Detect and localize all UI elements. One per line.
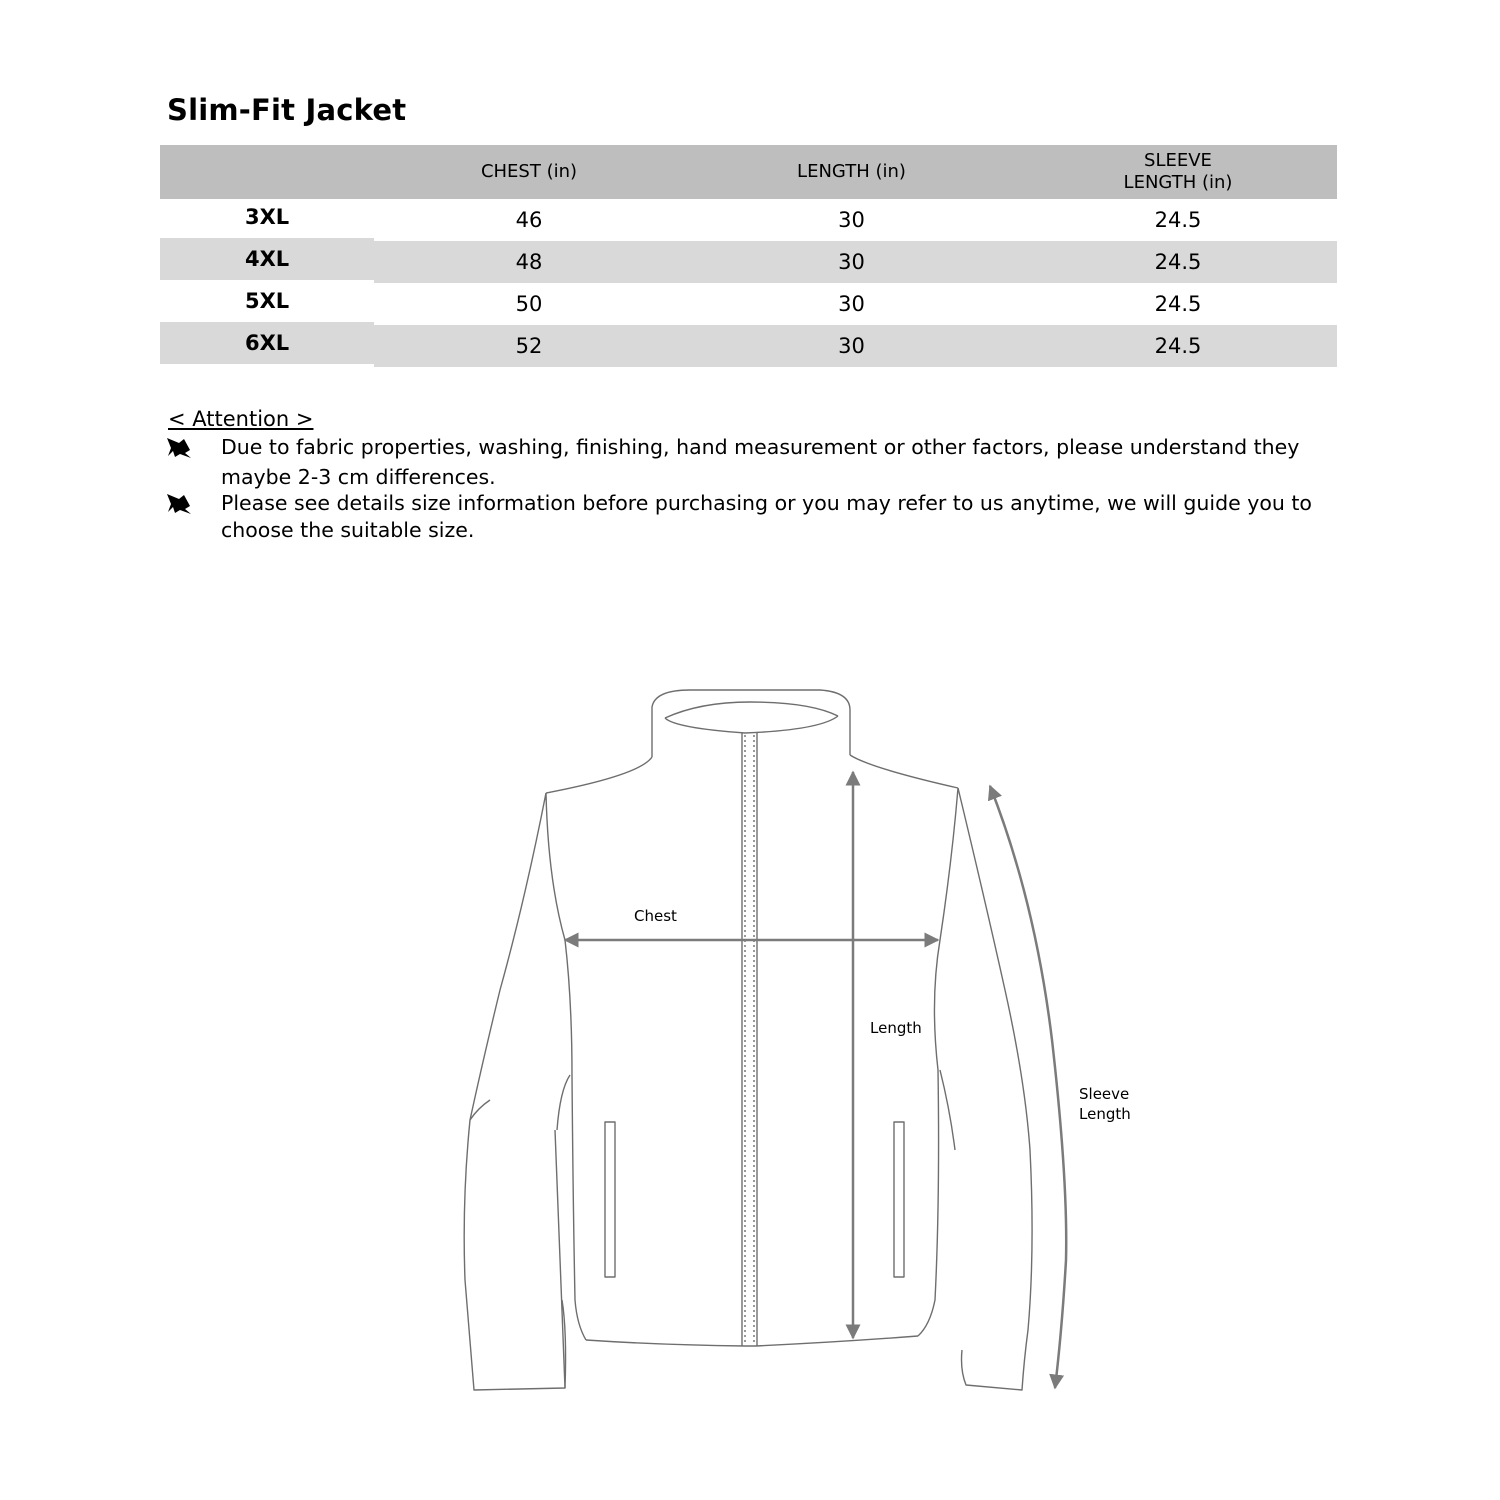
header-sleeve-line1: SLEEVE	[1144, 150, 1212, 171]
left-side	[546, 793, 586, 1340]
length-cell: 30	[838, 334, 865, 358]
sleeve-length-label: Sleeve Length	[1079, 1085, 1131, 1123]
chest-cell: 52	[515, 334, 543, 358]
right-side	[918, 788, 958, 1336]
left-sleeve-crease	[470, 1100, 490, 1120]
zipper-tape	[742, 733, 757, 1346]
length-cell: 30	[838, 292, 865, 316]
length-cell: 30	[838, 250, 865, 274]
left-shoulder	[546, 757, 652, 793]
collar-inner	[665, 716, 838, 733]
zipper-teeth	[745, 735, 754, 1345]
chest-cell: 50	[515, 292, 543, 316]
length-label: Length	[870, 1019, 922, 1037]
chest-cell: 46	[515, 208, 543, 232]
sleeve-cell: 24.5	[1154, 250, 1202, 274]
attention-note: Please see details size information before purchasing or you may refer to us anytime, we will guide you to choose the suitable size.	[221, 491, 1312, 542]
sleeve-cell: 24.5	[1154, 292, 1202, 316]
left-sleeve	[464, 793, 565, 1390]
attention-heading: < Attention >	[168, 407, 314, 431]
left-side-seam	[557, 1075, 570, 1130]
size-cell: 4XL	[245, 247, 290, 271]
header-length: LENGTH (in)	[797, 161, 906, 182]
sleeve-cell: 24.5	[1154, 208, 1202, 232]
chest-cell: 48	[515, 250, 543, 274]
jacket-hem	[586, 1336, 918, 1346]
left-pocket	[605, 1122, 615, 1277]
length-cell: 30	[838, 208, 865, 232]
right-side-seam	[940, 1070, 955, 1150]
header-chest: CHEST (in)	[480, 161, 578, 182]
size-cell: 5XL	[245, 289, 290, 313]
measurement-arrows	[565, 772, 1066, 1388]
header-sleeve-line2: LENGTH (in)	[1123, 172, 1233, 193]
chest-label: Chest	[634, 907, 677, 925]
jacket-outline	[464, 690, 1032, 1390]
right-pocket	[894, 1122, 904, 1277]
page-title: Slim-Fit Jacket	[167, 93, 407, 127]
collar-top	[665, 702, 838, 718]
size-cell: 6XL	[245, 331, 290, 355]
size-cell: 3XL	[245, 205, 290, 229]
sleeve-length-arrow	[990, 786, 1066, 1388]
right-shoulder	[850, 755, 958, 788]
sleeve-cell: 24.5	[1154, 334, 1202, 358]
attention-note: Due to fabric properties, washing, finishing, hand measurement or other factors, please understand they maybe 2-3 cm differences.	[221, 435, 1300, 489]
